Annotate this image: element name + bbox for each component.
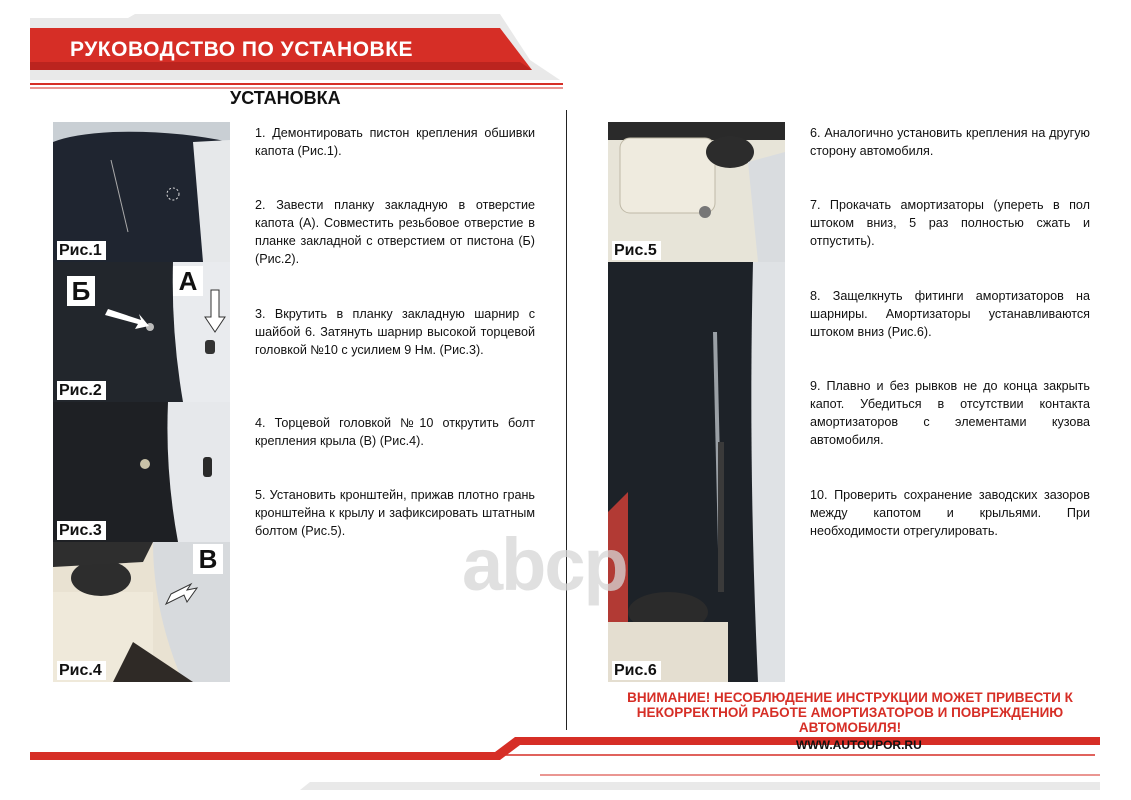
step-3-text: 3. Вкрутить в планку закладную шарнир с шайбой 6. Затянуть шарнир высокой торцевой головкой №10 с усилием 9 Нм. (Рис.3). (255, 307, 535, 357)
figure-3-caption: Рис.3 (57, 521, 106, 540)
step-2-text: 2. Завести планку закладную в отверстие капота (А). Совместить резьбовое отверстие в планке закладной с отверстием от пистона (Б) (Рис.2). (255, 198, 535, 266)
footer-decoration (0, 725, 1131, 800)
step-6-text: 6. Аналогично установить крепления на другую сторону автомобиля. (810, 126, 1090, 158)
marker-v-label: В (193, 544, 223, 574)
marker-a-label: А (173, 266, 203, 296)
figure-2-photo (53, 262, 230, 402)
step-10-text: 10. Проверить сохранение заводских зазоров между капотом и крыльями. При необходимости отрегулировать. (810, 488, 1090, 538)
marker-b-label: Б (67, 276, 95, 306)
website-url[interactable]: WWW.AUTOUPOR.RU (796, 738, 922, 752)
figure-4-caption: Рис.4 (57, 661, 106, 680)
step-7-text: 7. Прокачать амортизаторы (упереть в пол штоком вниз, 5 раз полностью сжать и отпустить). (810, 198, 1090, 248)
figure-3-photo (53, 402, 230, 542)
page-header-title: РУКОВОДСТВО ПО УСТАНОВКЕ (70, 38, 414, 61)
figure-5-caption: Рис.5 (612, 241, 661, 260)
figure-5-photo (608, 122, 785, 262)
figure-4-photo (53, 542, 230, 682)
section-title: УСТАНОВКА (230, 88, 341, 108)
figure-6-caption: Рис.6 (612, 661, 661, 680)
step-8-text: 8. Защелкнуть фитинги амортизаторов на шарниры. Амортизаторы устанавливаются штоком вниз (Рис.6). (810, 289, 1090, 339)
warning-text: ВНИМАНИЕ! НЕСОБЛЮДЕНИЕ ИНСТРУКЦИИ МОЖЕТ ПРИВЕСТИ К НЕКОРРЕКТНОЙ РАБОТЕ АМОРТИЗАТОРОВ И ПОВРЕЖДЕНИЮ АВТОМОБИЛЯ! (627, 690, 1073, 735)
figure-1-photo (53, 122, 230, 262)
figure-1-caption: Рис.1 (57, 241, 106, 260)
figure-6-photo (608, 262, 785, 682)
step-1-text: 1. Демонтировать пистон крепления обшивки капота (Рис.1). (255, 126, 535, 158)
step-9-text: 9. Плавно и без рывков не до конца закрыть капот. Убедиться в отсутствии контакта амортизаторов с элементами кузова автомобиля. (810, 379, 1090, 447)
watermark-logo: abcp (462, 523, 627, 606)
column-divider (566, 110, 567, 730)
figure-2-caption: Рис.2 (57, 381, 106, 400)
step-4-text: 4. Торцевой головкой №10 открутить болт крепления крыла (В) (Рис.4). (255, 416, 535, 448)
step-5-text: 5. Установить кронштейн, прижав плотно грань кронштейна к крылу и зафиксировать штатным болтом (Рис.5). (255, 488, 535, 538)
